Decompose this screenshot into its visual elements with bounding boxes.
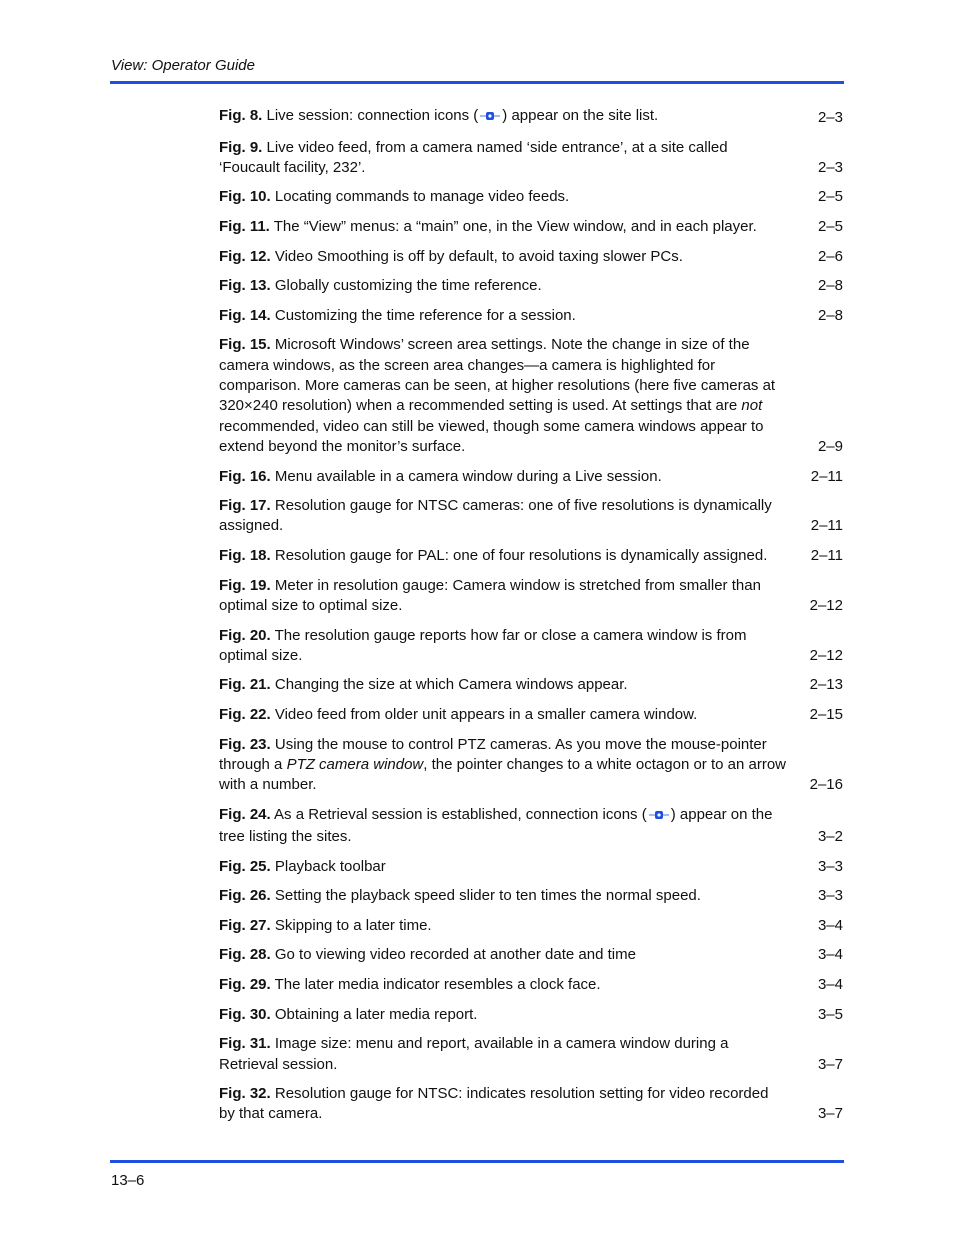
figure-caption: [219, 916, 787, 936]
figure-caption: [219, 217, 787, 237]
page-number: 13–6: [111, 1172, 145, 1189]
caption-text: Meter in resolution gauge: Camera window is stretched from smaller than optimal size to optimal size.: [219, 576, 761, 614]
figure-label: Fig. 15.: [219, 336, 271, 354]
caption-emphasis: not: [741, 397, 763, 415]
figure-entry[interactable]: [219, 546, 843, 566]
figure-label: Fig. 28.: [219, 946, 271, 964]
page-reference[interactable]: 2–16: [809, 776, 843, 794]
page-reference[interactable]: 2–8: [817, 306, 843, 324]
caption-text: recommended, video can still be viewed, though some camera windows appear to extend beyond the monitor’s surface.: [219, 417, 764, 455]
figure-caption: [219, 187, 787, 207]
caption-text: Playback toolbar: [270, 857, 386, 875]
figure-caption: [219, 857, 787, 877]
figure-entry[interactable]: [219, 735, 843, 796]
caption-text: Go to viewing video recorded at another date and time: [270, 946, 636, 964]
figure-caption: [219, 276, 787, 296]
figure-label: Fig. 8.: [219, 107, 263, 124]
connection-icon: [480, 108, 500, 128]
page-reference[interactable]: 2–5: [817, 218, 843, 236]
caption-text: Live video feed, from a camera named ‘side entrance’, at a site called ‘Foucault facility, 232’.: [219, 138, 728, 176]
page-reference[interactable]: 3–4: [817, 916, 843, 934]
caption-text: ) appear on the tree listing the sites.: [219, 805, 773, 846]
caption-text: Using the mouse to control PTZ cameras. As you move the mouse-pointer through a: [219, 735, 767, 773]
caption-text: The “View” menus: a “main” one, in the View window, and in each player.: [269, 218, 757, 236]
figure-entry[interactable]: [219, 975, 843, 995]
figure-caption: [219, 467, 787, 487]
page-reference[interactable]: 2–8: [817, 277, 843, 295]
page-reference[interactable]: 3–3: [817, 857, 843, 875]
connection-icon: [649, 807, 669, 827]
caption-text: ) appear on the site list.: [502, 107, 659, 124]
figure-entry[interactable]: [219, 857, 843, 877]
caption-text: Menu available in a camera window during a Live session.: [270, 467, 662, 485]
caption-text: Live session: connection icons (: [262, 107, 479, 124]
caption-text: The resolution gauge reports how far or close a camera window is from optimal size.: [219, 626, 747, 664]
figure-caption: [219, 306, 787, 326]
caption-text: Resolution gauge for NTSC cameras: one of five resolutions is dynamically assigned.: [219, 497, 772, 535]
figure-caption: [219, 576, 787, 617]
figure-caption: [219, 1005, 787, 1025]
caption-text: Image size: menu and report, available in a camera window during a Retrieval session.: [219, 1035, 729, 1073]
caption-text: Video Smoothing is off by default, to avoid taxing slower PCs.: [270, 247, 683, 265]
page-reference[interactable]: 2–3: [817, 109, 843, 126]
figure-label: Fig. 17.: [219, 497, 271, 515]
caption-text: Video feed from older unit appears in a smaller camera window.: [270, 705, 698, 723]
figure-caption: [219, 106, 787, 128]
caption-text: Locating commands to manage video feeds.: [270, 188, 570, 206]
figure-entry[interactable]: [219, 675, 843, 695]
figure-entry[interactable]: [219, 106, 843, 128]
page-reference[interactable]: 2–12: [809, 596, 843, 614]
page-reference[interactable]: 2–6: [817, 247, 843, 265]
figure-entry[interactable]: [219, 217, 843, 237]
figure-entry[interactable]: [219, 138, 843, 179]
page-reference[interactable]: 3–2: [817, 828, 843, 846]
figure-label: Fig. 22.: [219, 705, 271, 723]
figure-entry[interactable]: [219, 306, 843, 326]
figure-label: Fig. 30.: [219, 1005, 271, 1023]
figure-entry[interactable]: [219, 467, 843, 487]
caption-text: Setting the playback speed slider to ten times the normal speed.: [270, 887, 701, 905]
running-header: View: Operator Guide: [111, 57, 255, 74]
figure-caption: [219, 626, 787, 667]
page-reference[interactable]: 2–11: [810, 467, 843, 485]
page-reference[interactable]: 2–11: [810, 517, 843, 535]
figure-label: Fig. 12.: [219, 247, 271, 265]
figure-caption: [219, 1084, 787, 1125]
figure-caption: [219, 1034, 787, 1075]
page-reference[interactable]: 2–15: [809, 705, 843, 723]
figure-label: Fig. 32.: [219, 1085, 271, 1103]
caption-text: Obtaining a later media report.: [270, 1005, 478, 1023]
figure-caption: [219, 546, 787, 566]
page-reference[interactable]: 3–4: [817, 976, 843, 994]
figure-label: Fig. 23.: [219, 735, 271, 753]
figure-caption: [219, 138, 787, 179]
caption-text: Skipping to a later time.: [270, 916, 432, 934]
caption-text: As a Retrieval session is established, connection icons (: [270, 805, 647, 823]
caption-text: , the pointer changes to a white octagon or to an arrow with a number.: [219, 755, 787, 794]
page-reference[interactable]: 2–3: [817, 158, 843, 176]
figure-label: Fig. 18.: [219, 547, 271, 565]
figure-caption: [219, 705, 787, 725]
figure-caption: [219, 335, 787, 457]
figure-entry[interactable]: [219, 276, 843, 296]
page-reference[interactable]: 2–13: [809, 676, 843, 694]
caption-emphasis: PTZ camera window: [286, 755, 424, 773]
page-reference[interactable]: 2–12: [809, 646, 843, 664]
figure-label: Fig. 25.: [219, 857, 271, 875]
figure-entry[interactable]: [219, 335, 843, 457]
caption-text: Resolution gauge for PAL: one of four resolutions is dynamically assigned.: [270, 547, 768, 565]
figure-entry[interactable]: [219, 805, 843, 848]
figure-label: Fig. 26.: [219, 887, 271, 905]
figure-entry[interactable]: [219, 886, 843, 906]
figure-label: Fig. 9.: [219, 138, 263, 156]
figure-label: Fig. 16.: [219, 467, 271, 485]
figure-caption: [219, 735, 787, 796]
figure-entry[interactable]: [219, 576, 843, 617]
page-reference[interactable]: 3–7: [817, 1105, 843, 1123]
figure-label: Fig. 24.: [219, 805, 271, 823]
caption-text: Changing the size at which Camera windows appear.: [270, 676, 628, 694]
figure-list: [219, 106, 843, 1134]
figure-caption: [219, 805, 787, 848]
page-reference[interactable]: 3–5: [817, 1005, 843, 1023]
figure-label: Fig. 13.: [219, 277, 271, 295]
footer-rule: [110, 1160, 844, 1163]
figure-label: Fig. 10.: [219, 188, 271, 206]
caption-text: Globally customizing the time reference.: [270, 277, 542, 295]
figure-entry[interactable]: [219, 187, 843, 207]
figure-label: Fig. 20.: [219, 626, 271, 644]
figure-caption: [219, 886, 787, 906]
figure-label: Fig. 29.: [219, 976, 271, 994]
caption-text: Resolution gauge for NTSC: indicates resolution setting for video recorded by that camera.: [219, 1085, 769, 1123]
figure-entry[interactable]: [219, 1005, 843, 1025]
figure-caption: [219, 496, 787, 537]
figure-entry[interactable]: [219, 705, 843, 725]
page-reference[interactable]: 3–4: [817, 946, 843, 964]
figure-caption: [219, 675, 787, 695]
figure-caption: [219, 247, 787, 267]
caption-text: Customizing the time reference for a session.: [270, 306, 576, 324]
page-reference[interactable]: 3–3: [817, 887, 843, 905]
figure-label: Fig. 27.: [219, 916, 271, 934]
figure-label: Fig. 19.: [219, 576, 271, 594]
header-rule: [110, 81, 844, 84]
figure-label: Fig. 14.: [219, 306, 271, 324]
figure-entry[interactable]: [219, 1034, 843, 1075]
figure-entry[interactable]: [219, 916, 843, 936]
figure-label: Fig. 31.: [219, 1035, 271, 1053]
figure-caption: [219, 945, 787, 965]
figure-entry[interactable]: [219, 496, 843, 537]
figure-entry[interactable]: [219, 945, 843, 965]
page-reference[interactable]: 3–7: [817, 1055, 843, 1073]
figure-entry[interactable]: [219, 1084, 843, 1125]
figure-entry[interactable]: [219, 247, 843, 267]
caption-text: The later media indicator resembles a clock face.: [270, 976, 601, 994]
caption-text: Microsoft Windows’ screen area settings. Note the change in size of the camera windows, as the screen area changes—a camera is highlighted for comparison. More cameras can be seen, at higher resolutions (here five cameras at 320×240 resolution) when a recommended setting is used. At settings that are: [219, 336, 776, 415]
page-reference[interactable]: 2–5: [817, 188, 843, 206]
page-reference[interactable]: 2–11: [810, 547, 843, 565]
page-reference[interactable]: 2–9: [817, 437, 843, 455]
figure-label: Fig. 11.: [219, 218, 270, 236]
figure-entry[interactable]: [219, 626, 843, 667]
figure-label: Fig. 21.: [219, 676, 271, 694]
figure-caption: [219, 975, 787, 995]
